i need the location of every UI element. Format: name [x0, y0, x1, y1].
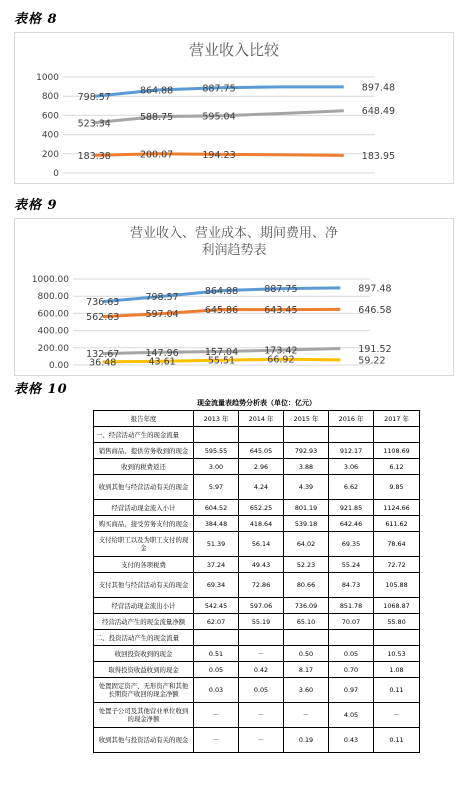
value-cell: 3.60 [284, 678, 329, 703]
value-cell: 0.43 [329, 728, 374, 753]
data-label: 55.51 [207, 355, 236, 367]
header-cell: 2014 年 [239, 411, 284, 427]
table-row [94, 646, 420, 662]
value-cell: 0.51 [194, 646, 239, 662]
value-cell: 55.80 [374, 614, 420, 630]
chart-title: 营业收入比较 [188, 41, 280, 59]
value-cell: 736.09 [284, 598, 329, 614]
row-label-cell: 经营活动现金流入小计 [94, 500, 194, 516]
chart-trend [14, 218, 454, 376]
chart-title: 营业收入、营业成本、期间费用、净 [129, 226, 339, 241]
value-cell: 56.14 [239, 532, 284, 557]
value-cell: 542.45 [194, 598, 239, 614]
row-label-cell: 经营活动现金流出小计 [94, 598, 194, 614]
value-cell: 0.97 [329, 678, 374, 703]
value-cell: － [239, 703, 284, 728]
table-row [94, 427, 420, 443]
chart-title: 利润趋势表 [201, 243, 267, 258]
value-cell: － [239, 728, 284, 753]
data-label: 864.88 [139, 85, 174, 97]
table-row [94, 443, 420, 459]
value-cell: 72.86 [239, 573, 284, 598]
row-label-cell: 支付给职工以及为职工支付的现金 [94, 532, 194, 557]
data-label: 645.86 [204, 304, 239, 316]
value-cell: 801.19 [284, 500, 329, 516]
value-cell: 1108.69 [374, 443, 420, 459]
y-tick-label: 800.00 [37, 292, 69, 303]
chart-svg-1 [15, 33, 453, 183]
value-cell: 0.05 [329, 646, 374, 662]
value-cell: 0.19 [284, 728, 329, 753]
value-cell [329, 427, 374, 443]
value-cell: 0.05 [239, 678, 284, 703]
value-cell: 64.02 [284, 532, 329, 557]
value-cell: － [374, 703, 420, 728]
value-cell: 78.64 [374, 532, 420, 557]
value-cell: 1124.66 [374, 500, 420, 516]
row-label-cell: 收到其他与投资活动有关的现金 [94, 728, 194, 753]
data-label: 157.04 [204, 346, 239, 358]
value-cell: 70.07 [329, 614, 374, 630]
value-cell: 37.24 [194, 557, 239, 573]
value-cell: 3.88 [284, 459, 329, 475]
y-tick-label: 200.00 [37, 343, 69, 354]
value-cell: 4.05 [329, 703, 374, 728]
caption-table-10: 表格 10 [14, 382, 68, 397]
y-tick-label: 400 [41, 130, 59, 141]
value-cell: 921.85 [329, 500, 374, 516]
value-cell: 3.06 [329, 459, 374, 475]
value-cell: 652.25 [239, 500, 284, 516]
value-cell [239, 427, 284, 443]
header-cell: 2016 年 [329, 411, 374, 427]
value-cell: 645.05 [239, 443, 284, 459]
data-label: 36.48 [89, 357, 117, 369]
value-cell: 642.46 [329, 516, 374, 532]
value-cell: 84.73 [329, 573, 374, 598]
data-label: 183.95 [361, 150, 396, 162]
value-cell: 4.39 [284, 475, 329, 500]
table-title: 现金流量表趋势分析表（单位：亿元） [94, 396, 420, 411]
value-cell: 597.06 [239, 598, 284, 614]
value-cell: 8.17 [284, 662, 329, 678]
value-cell: 0.50 [284, 646, 329, 662]
value-cell: 418.64 [239, 516, 284, 532]
data-label: 736.63 [86, 297, 120, 309]
table-row [94, 459, 420, 475]
table-row [94, 500, 420, 516]
value-cell: 0.11 [374, 728, 420, 753]
y-tick-label: 600 [41, 111, 59, 122]
value-cell: 52.23 [284, 557, 329, 573]
y-tick-label: 0 [53, 169, 59, 179]
value-cell: 6.62 [329, 475, 374, 500]
value-cell: 5.97 [194, 475, 239, 500]
row-label-cell: 支付的各项税费 [94, 557, 194, 573]
cash-flow-table [93, 396, 420, 753]
value-cell: 2.96 [239, 459, 284, 475]
header-cell: 报告年度 [94, 411, 194, 427]
y-tick-label: 800 [41, 92, 59, 103]
table-row [94, 678, 420, 703]
value-cell: － [284, 703, 329, 728]
value-cell: － [194, 728, 239, 753]
row-label-cell: 取得投资收益收到的现金 [94, 662, 194, 678]
value-cell [194, 427, 239, 443]
value-cell: 10.53 [374, 646, 420, 662]
value-cell [239, 630, 284, 646]
data-label: 132.67 [86, 349, 120, 361]
value-cell: 9.85 [374, 475, 420, 500]
row-label-cell: 支付其他与经营活动有关的现金 [94, 573, 194, 598]
table-row [94, 614, 420, 630]
value-cell [374, 427, 420, 443]
value-cell: 0.05 [194, 662, 239, 678]
value-cell [329, 630, 374, 646]
header-cell: 2017 年 [374, 411, 420, 427]
value-cell: 539.18 [284, 516, 329, 532]
value-cell: 0.42 [239, 662, 284, 678]
y-tick-label: 1000.00 [31, 275, 69, 285]
data-label: 43.61 [148, 356, 176, 368]
row-label-cell: 购买商品、接受劳务支付的现金 [94, 516, 194, 532]
table-row [94, 573, 420, 598]
row-label-cell: 处置子公司及其他营业单位收到的现金净额 [94, 703, 194, 728]
data-label: 66.92 [267, 354, 295, 366]
chart-revenue-comparison [14, 32, 454, 184]
row-label-cell: 处置固定资产、无形资产和其他长期资产收回的现金净额 [94, 678, 194, 703]
value-cell: 6.12 [374, 459, 420, 475]
table-row [94, 662, 420, 678]
value-cell [284, 630, 329, 646]
value-cell: 0.03 [194, 678, 239, 703]
value-cell: 792.93 [284, 443, 329, 459]
caption-table-8: 表格 8 [14, 12, 58, 27]
value-cell [194, 630, 239, 646]
caption-table-9: 表格 9 [14, 198, 58, 213]
value-cell: － [194, 703, 239, 728]
table-row [94, 532, 420, 557]
data-label: 147.96 [145, 347, 179, 359]
table-body [94, 427, 420, 753]
data-label: 595.04 [202, 111, 236, 123]
value-cell: 62.07 [194, 614, 239, 630]
value-cell: 1068.87 [374, 598, 420, 614]
data-label: 798.57 [145, 291, 179, 303]
data-label: 183.38 [77, 150, 111, 162]
table-row [94, 475, 420, 500]
y-tick-label: 200 [41, 149, 59, 160]
data-label: 191.52 [358, 344, 392, 356]
value-cell: 80.66 [284, 573, 329, 598]
data-label: 897.48 [358, 283, 392, 295]
table-row [94, 516, 420, 532]
data-label: 643.45 [264, 305, 298, 317]
value-cell: 105.88 [374, 573, 420, 598]
row-label-cell: 经营活动产生的现金流量净额 [94, 614, 194, 630]
row-label-cell: 收到其他与经营活动有关的现金 [94, 475, 194, 500]
data-label: 173.42 [264, 345, 298, 357]
table-row [94, 557, 420, 573]
row-label-cell: 收到的税费返还 [94, 459, 194, 475]
value-cell: 1.08 [374, 662, 420, 678]
value-cell: 69.35 [329, 532, 374, 557]
value-cell: 3.00 [194, 459, 239, 475]
value-cell: 604.52 [194, 500, 239, 516]
table-row [94, 703, 420, 728]
value-cell: 0.11 [374, 678, 420, 703]
value-cell: 51.39 [194, 532, 239, 557]
value-cell: 4.24 [239, 475, 284, 500]
data-label: 646.58 [358, 304, 392, 316]
data-label: 597.04 [145, 309, 179, 321]
data-label: 864.88 [204, 286, 239, 298]
chart-svg-2 [15, 219, 453, 375]
row-label-cell: 销售商品、提供劳务收到的现金 [94, 443, 194, 459]
row-label-cell: 收回投资收到的现金 [94, 646, 194, 662]
value-cell: 384.48 [194, 516, 239, 532]
value-cell [284, 427, 329, 443]
table-row [94, 728, 420, 753]
data-label: 523.34 [77, 118, 111, 130]
row-label-cell: 二、投资活动产生的现金流量 [94, 630, 194, 646]
value-cell: 0.70 [329, 662, 374, 678]
y-tick-label: 1000 [36, 73, 59, 83]
value-cell: 55.24 [329, 557, 374, 573]
y-tick-label: 0.00 [48, 361, 69, 371]
table-row [94, 598, 420, 614]
value-cell: 55.19 [239, 614, 284, 630]
data-label: 194.23 [202, 149, 236, 161]
value-cell: 65.10 [284, 614, 329, 630]
data-label: 648.49 [361, 106, 396, 118]
table-row [94, 630, 420, 646]
data-label: 562.63 [86, 312, 120, 324]
value-cell: 72.72 [374, 557, 420, 573]
data-label: 798.57 [77, 91, 111, 103]
value-cell: 851.78 [329, 598, 374, 614]
value-cell: 912.17 [329, 443, 374, 459]
header-cell: 2013 年 [194, 411, 239, 427]
value-cell: 49.43 [239, 557, 284, 573]
header-cell: 2015 年 [284, 411, 329, 427]
cash-flow-table-wrapper [93, 396, 419, 753]
value-cell [374, 630, 420, 646]
table-header-row [94, 411, 420, 427]
data-label: 887.75 [264, 284, 298, 296]
value-cell: 595.55 [194, 443, 239, 459]
data-label: 588.75 [139, 111, 174, 123]
data-label: 200.07 [139, 149, 174, 161]
y-tick-label: 400.00 [37, 326, 69, 337]
y-tick-label: 600.00 [37, 309, 69, 320]
data-label: 887.75 [202, 83, 236, 95]
row-label-cell: 一、经营活动产生的现金流量 [94, 427, 194, 443]
data-label: 897.48 [361, 82, 396, 94]
value-cell: 611.62 [374, 516, 420, 532]
value-cell: 69.34 [194, 573, 239, 598]
data-label: 59.22 [358, 355, 386, 367]
value-cell: － [239, 646, 284, 662]
